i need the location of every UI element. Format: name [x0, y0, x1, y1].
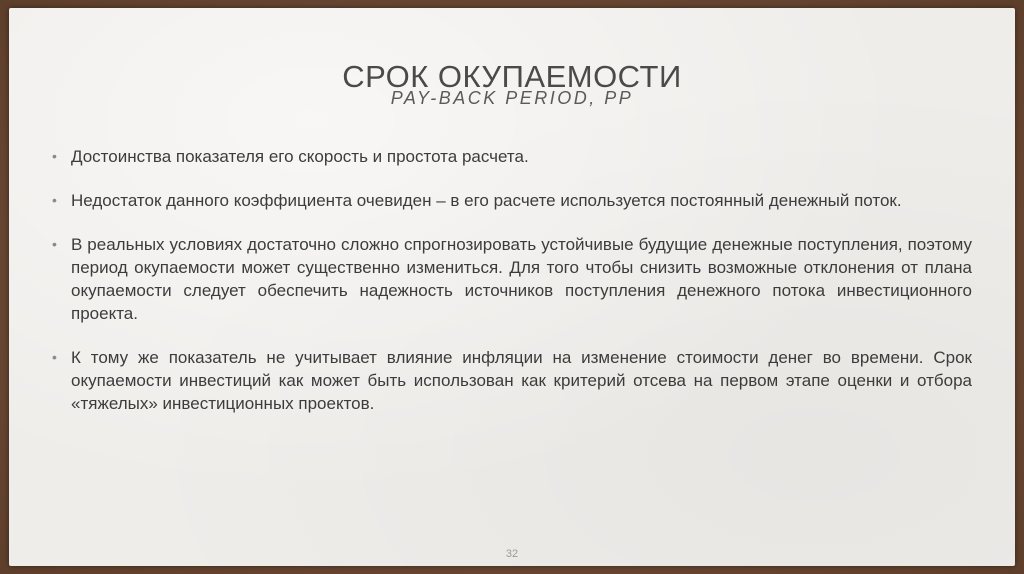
bullet-marker: • [52, 148, 57, 164]
bullet-item [52, 145, 972, 168]
bullet-text: Достоинства показателя его скорость и простота расчета. [71, 147, 529, 166]
slide-subtitle: PAY-BACK PERIOD, PP [390, 88, 634, 108]
slide-title: СРОК ОКУПАЕМОСТИ [342, 58, 682, 94]
bullet-text: В реальных условиях достаточно сложно спрогнозировать устойчивые будущие денежные поступления, поэтому период окупаемости может существенно измениться. Для того чтобы снизить возможные отклонения от плана окупаемости следует обеспечить надежность источников поступления денежного потока инвестиционного проекта. [71, 235, 972, 323]
page-number: 32 [505, 548, 519, 560]
bullet-item [52, 233, 972, 325]
bullet-marker: • [52, 192, 57, 208]
bullet-text: Недостаток данного коэффициента очевиден – в его расчете используется постоянный денежный поток. [71, 191, 902, 210]
bullet-marker: • [52, 349, 57, 365]
bullet-list [52, 145, 972, 436]
bullet-item [52, 346, 972, 415]
bullet-text: К тому же показатель не учитывает влияние инфляции на изменение стоимости денег во времени. Срок окупаемости инвестиций как может быть использован как критерий отсева на первом этапе оценки и отбора «тяжелых» инвестиционных проектов. [71, 348, 972, 413]
bullet-item [52, 189, 972, 212]
bullet-marker: • [52, 236, 57, 252]
slide [9, 8, 1015, 566]
